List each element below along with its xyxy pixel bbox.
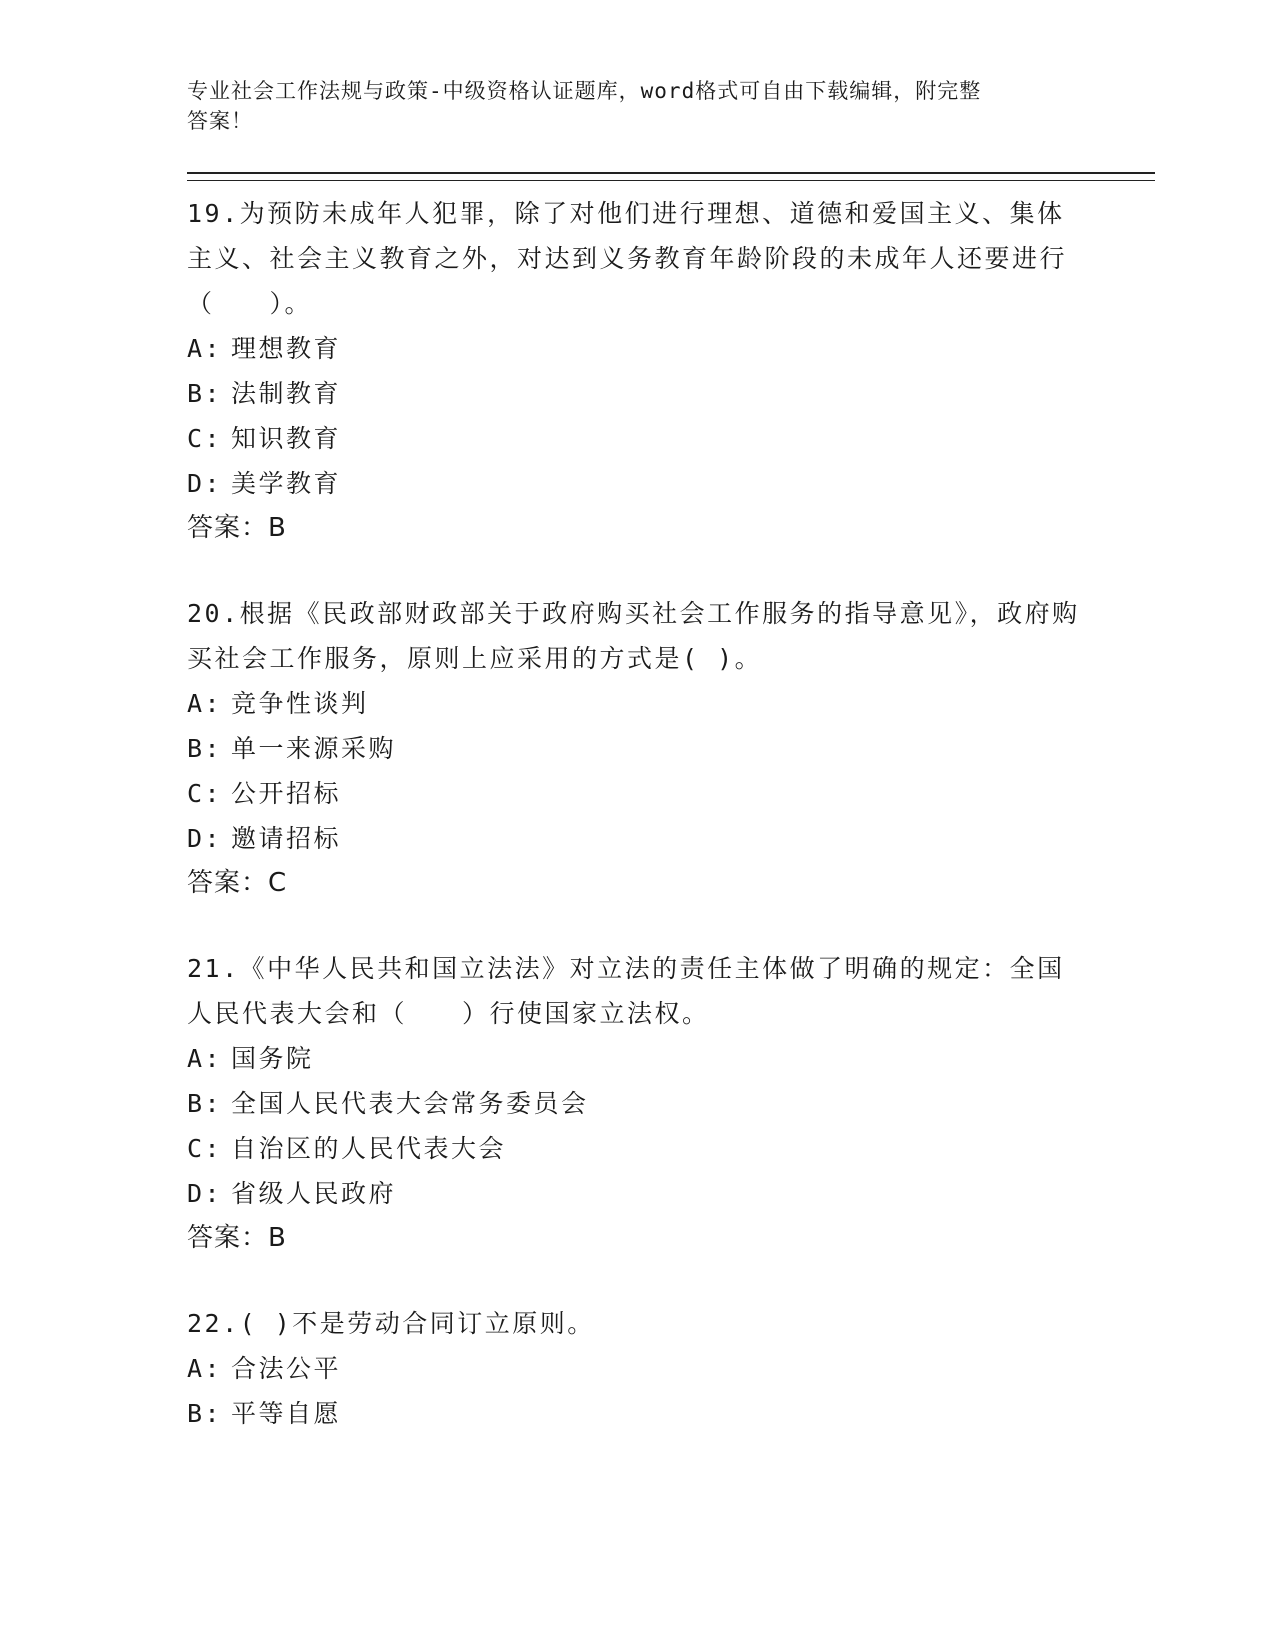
option-key: C: [187,1134,223,1163]
question-stem: 20.根据《民政部财政部关于政府购买社会工作服务的指导意见》，政府购买社会工作服务，原则上应采用的方式是( )。 [187,599,1080,673]
option-c [187,1126,1155,1171]
option-text: 单一来源采购 [231,734,397,763]
option-key: D: [187,469,223,498]
option-text: 自治区的人民代表大会 [231,1134,507,1163]
answer-line: 答案：B [187,513,287,543]
option-b [187,726,1155,771]
option-key: C: [187,779,223,808]
option-a [187,1036,1155,1081]
option-c [187,771,1155,816]
option-key: C: [187,424,223,453]
option-key: B: [187,1089,223,1118]
option-key: D: [187,1179,223,1208]
header-line-2: 答案！ [187,109,253,133]
option-d [187,461,1155,506]
question-22 [187,1301,1155,1436]
question-21 [187,946,1155,1261]
option-key: A: [187,1044,223,1073]
option-text: 全国人民代表大会常务委员会 [231,1089,589,1118]
option-b [187,1081,1155,1126]
option-text: 邀请招标 [231,824,342,853]
option-text: 合法公平 [231,1354,342,1383]
question-stem: 21.《中华人民共和国立法法》对立法的责任主体做了明确的规定：全国人民代表大会和（ ）行使国家立法权。 [187,954,1065,1028]
option-text: 法制教育 [231,379,342,408]
option-text: 知识教育 [231,424,342,453]
answer-line: 答案：B [187,1223,287,1253]
question-stem: 19.为预防未成年人犯罪，除了对他们进行理想、道德和爱国主义、集体主义、社会主义教育之外，对达到义务教育年龄阶段的未成年人还要进行（ ）。 [187,199,1068,318]
option-text: 省级人民政府 [231,1179,397,1208]
option-text: 美学教育 [231,469,342,498]
option-a [187,326,1155,371]
option-d [187,816,1155,861]
option-text: 国务院 [231,1044,314,1073]
question-20 [187,591,1155,906]
header-line-1: 专业社会工作法规与政策-中级资格认证题库，word格式可自由下载编辑，附完整 [187,79,982,103]
question-stem: 22.( )不是劳动合同订立原则。 [187,1309,595,1338]
option-text: 公开招标 [231,779,342,808]
option-key: B: [187,734,223,763]
option-c [187,416,1155,461]
option-key: A: [187,1354,223,1383]
option-key: A: [187,689,223,718]
option-text: 理想教育 [231,334,342,363]
option-text: 竞争性谈判 [231,689,369,718]
question-19 [187,191,1155,551]
option-b [187,371,1155,416]
option-key: B: [187,1399,223,1428]
option-b [187,1391,1155,1436]
option-d [187,1171,1155,1216]
document-page [187,76,1155,1436]
option-key: D: [187,824,223,853]
answer-line: 答案：C [187,868,288,898]
header-divider [187,172,1155,181]
option-text: 平等自愿 [231,1399,342,1428]
option-key: A: [187,334,223,363]
document-header [187,76,1087,136]
option-a [187,1346,1155,1391]
option-a [187,681,1155,726]
option-key: B: [187,379,223,408]
